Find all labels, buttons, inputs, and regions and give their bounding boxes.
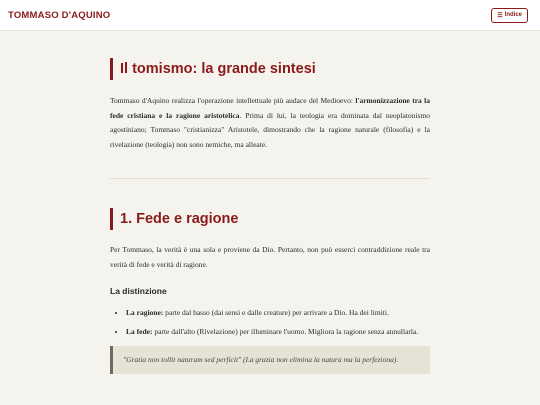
- index-button[interactable]: [491, 8, 528, 23]
- index-button-label: Indice: [504, 12, 522, 18]
- intro-paragraph: Tommaso d'Aquino realizza l'operazione intellettuale più audace del Medioevo: l'armonizzazione tra la fede cristiana e la ragione aristotelica. Prima di lui, la teologia era dominata dal neoplatonismo agostiniano; Tommaso "cristianizza" Aristotele, dimostrando che la ragione naturale (filosofia) e la rivelazione (teologia) non sono nemiche, ma alleate.: [110, 96, 430, 149]
- site-title[interactable]: TOMMASO D'AQUINO: [8, 9, 111, 21]
- list-item: • La fede: parte dall'alto (Rivelazione) per illuminare l'uomo. Migliora la ragione senza annullarla.: [126, 325, 430, 339]
- menu-icon: ☰: [497, 12, 503, 19]
- section1-paragraph: Per Tommaso, la verità è una sola e proviene da Dio. Pertanto, non può esserci contraddizione reale tra verità di fede e verità di ragione.: [110, 245, 430, 269]
- intro-bold: l'armonizzazione tra la fede cristiana e la ragione aristotelica: [110, 96, 430, 120]
- main-content: [110, 31, 430, 374]
- list-item: • La ragione: parte dal basso (dai sensi e dalle creature) per arrivare a Dio. Ha dei limiti.: [126, 306, 430, 320]
- distinction-list: [110, 306, 430, 338]
- quote-block: "Gratia non tollit naturam sed perficit" (La grazia non elimina la natura ma la perfeziona).: [110, 346, 430, 374]
- intro-heading: Il tomismo: la grande sintesi: [110, 58, 430, 80]
- section-divider: [110, 178, 430, 179]
- top-bar: [0, 0, 540, 31]
- distinction-heading: La distinzione: [110, 286, 167, 296]
- section1-heading: 1. Fede e ragione: [110, 208, 430, 230]
